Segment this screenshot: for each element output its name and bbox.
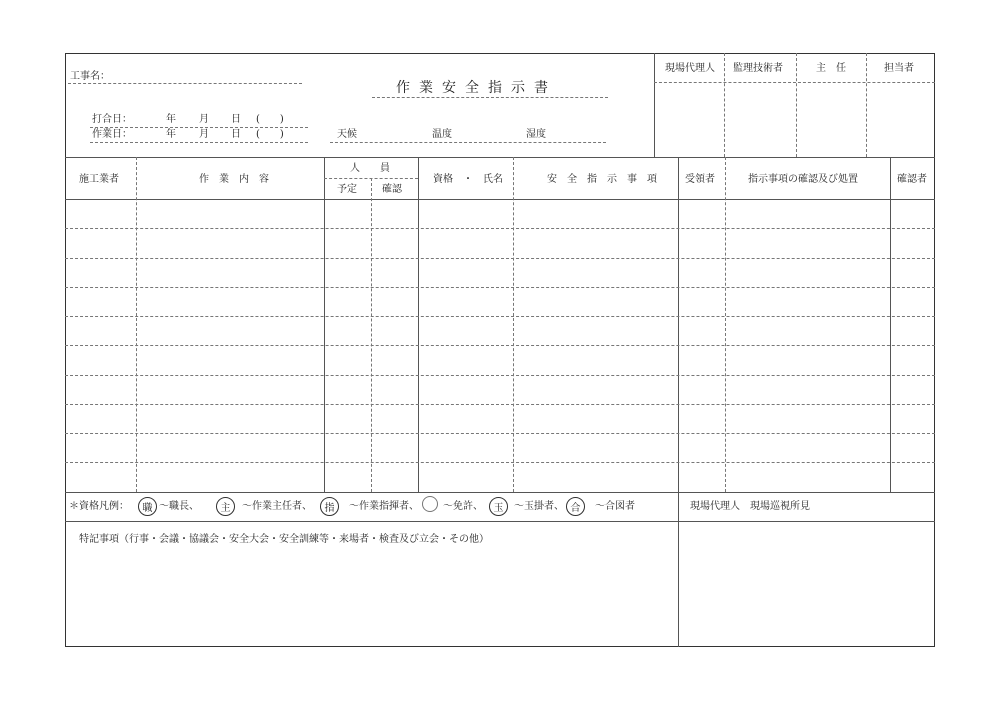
legend-slinger-text: ～玉掛者、 [514, 501, 564, 512]
table-row [65, 375, 935, 376]
meeting-month: 月 [199, 114, 209, 125]
legend-license-text: ～免許、 [443, 501, 483, 512]
column-divider [136, 157, 137, 492]
work-date-label: 作業日： [92, 129, 132, 140]
license-icon [422, 496, 438, 512]
header-contractor: 施工業者 [79, 174, 119, 185]
meeting-date-underline [90, 127, 308, 128]
work-year: 年 [166, 129, 176, 140]
project-name-label: 工事名： [70, 71, 110, 82]
meeting-date-label: 打合日： [92, 114, 132, 125]
weather-underline [330, 142, 606, 143]
legend-director-text: ～作業指揮者、 [349, 501, 419, 512]
legend-chief-text: ～作業主任者、 [242, 501, 312, 512]
title-underline [372, 97, 608, 98]
meeting-year: 年 [166, 114, 176, 125]
work-month: 月 [199, 129, 209, 140]
table-top-border [65, 157, 935, 158]
column-divider [678, 157, 679, 492]
table-row [65, 258, 935, 259]
humidity-label: 湿度 [526, 129, 546, 140]
table-header-bottom [65, 199, 935, 200]
legend-bottom-border [65, 521, 935, 522]
page-title: 作業安全指示書 [396, 80, 557, 96]
legend-foreman-mark: 職 [138, 497, 157, 516]
legend-slinger-mark: 玉 [489, 497, 508, 516]
header-confirmed: 確認 [382, 184, 402, 195]
header-qualification-name: 資格 ・ 氏名 [433, 174, 503, 185]
table-row [65, 228, 935, 229]
legend-foreman-text: ～職長、 [159, 501, 199, 512]
table-row [65, 404, 935, 405]
header-confirmation-action: 指示事項の確認及び処置 [748, 174, 858, 185]
table-row [65, 316, 935, 317]
table-row [65, 462, 935, 463]
legend-signaler-mark: 合 [566, 497, 585, 516]
header-personnel: 人 員 [350, 163, 390, 174]
approval-divider [866, 53, 867, 157]
legend-signaler-text: ～合図者 [595, 501, 635, 512]
column-divider [725, 157, 726, 492]
temperature-label: 温度 [432, 129, 452, 140]
column-divider [371, 178, 372, 492]
approval-site-agent: 現場代理人 [665, 63, 715, 74]
header-safety-instructions: 安 全 指 示 事 項 [547, 174, 657, 185]
work-date-underline [90, 142, 308, 143]
approval-divider [796, 53, 797, 157]
table-bottom-border [65, 492, 935, 493]
legend-prefix: ＊資格凡例： [69, 501, 129, 512]
column-divider [513, 157, 514, 492]
header-checker: 確認者 [897, 174, 927, 185]
table-row [65, 287, 935, 288]
meeting-day: 日 [231, 114, 241, 125]
special-notes-label: 特記事項（行事・会議・協議会・安全大会・安全訓練等・来場者・検査及び立会・その他） [79, 534, 489, 545]
header-planned: 予定 [337, 184, 357, 195]
column-divider [418, 157, 419, 492]
work-weekday-paren: ( ) [256, 129, 284, 140]
meeting-weekday-paren: ( ) [256, 114, 284, 125]
header-work-content: 作 業 内 容 [199, 174, 269, 185]
weather-label: 天候 [337, 129, 357, 140]
patrol-left-border [678, 492, 679, 647]
approval-person-in-charge: 担当者 [884, 63, 914, 74]
legend-director-mark: 指 [320, 497, 339, 516]
column-divider [324, 157, 325, 492]
approval-chief: 主 任 [816, 63, 846, 74]
table-row [65, 433, 935, 434]
approval-supervising-engineer: 監理技術者 [733, 63, 783, 74]
approval-left-border [654, 53, 655, 157]
patrol-label: 現場代理人 現場巡視所見 [690, 501, 810, 512]
approval-header-line [654, 82, 935, 83]
table-row [65, 345, 935, 346]
project-name-underline [68, 83, 302, 84]
personnel-subheader-line [324, 178, 418, 179]
header-receiver: 受領者 [685, 174, 715, 185]
approval-divider [724, 53, 725, 157]
work-day: 日 [231, 129, 241, 140]
column-divider [890, 157, 891, 492]
legend-chief-mark: 主 [216, 497, 235, 516]
